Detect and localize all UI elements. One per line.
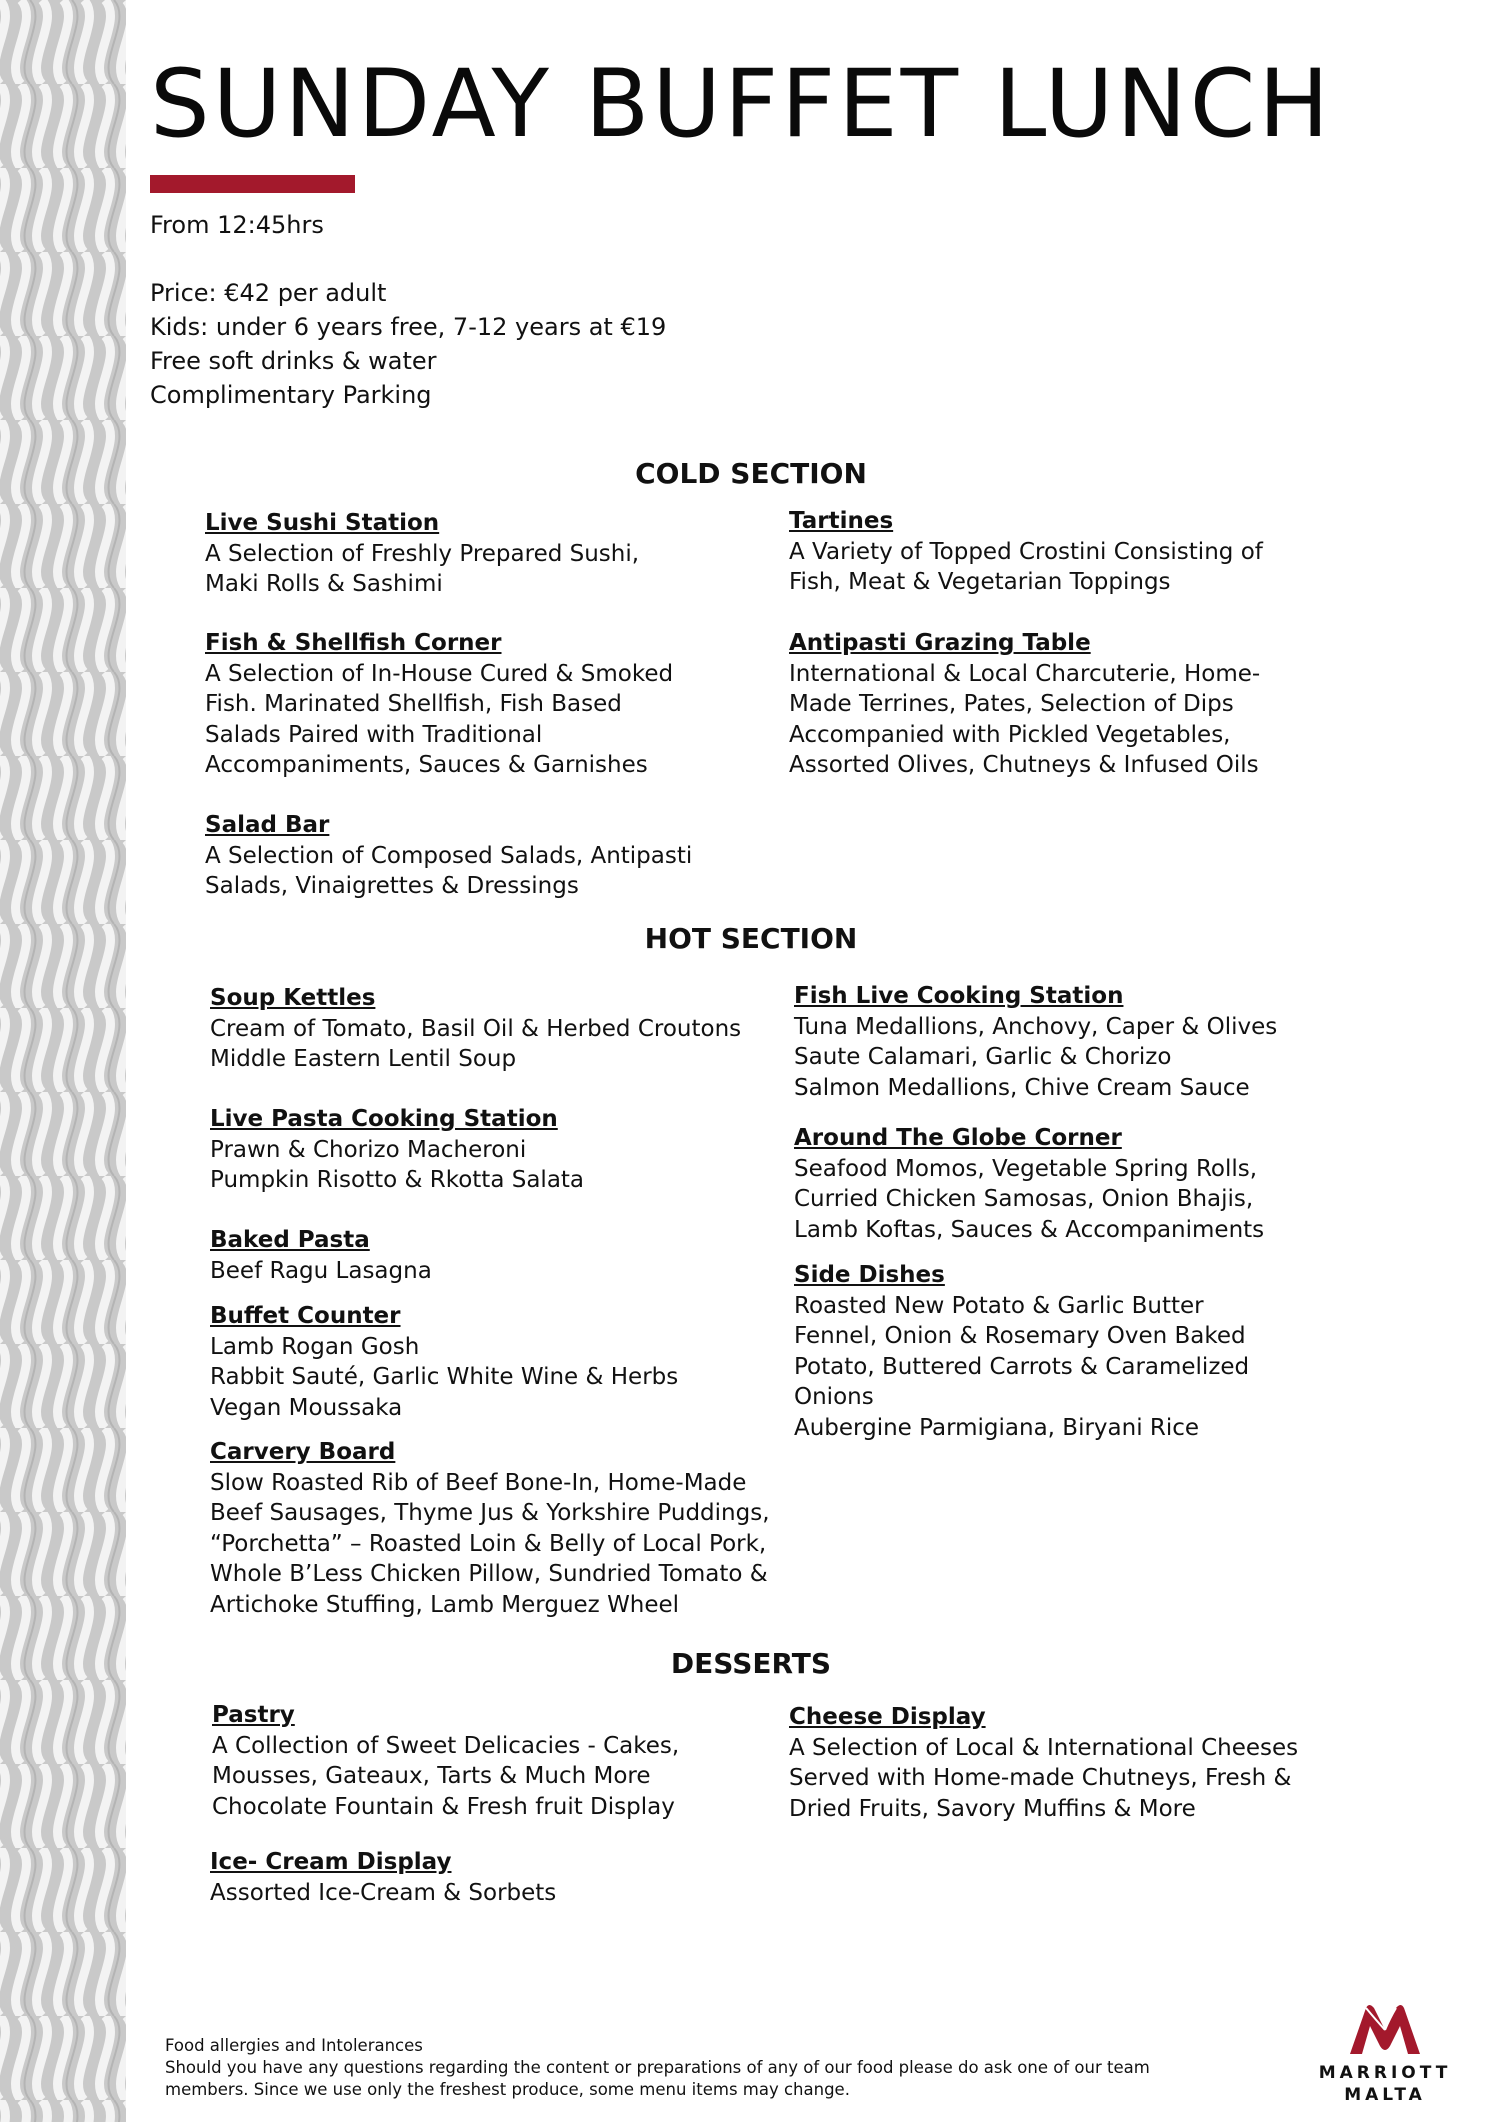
menu-line: Rabbit Sauté, Garlic White Wine & Herbs xyxy=(210,1364,679,1390)
menu-line: Cream of Tomato, Basil Oil & Herbed Croutons xyxy=(210,1015,742,1042)
menu-line: A Collection of Sweet Delicacies - Cakes, xyxy=(212,1732,680,1759)
menu-block-heading: Soup Kettles xyxy=(210,985,376,1011)
menu-block-pastry xyxy=(212,1700,679,1822)
menu-line: Whole B’Less Chicken Pillow, Sundried Tomato & xyxy=(210,1561,768,1587)
adult-price: Price: €42 per adult xyxy=(150,279,387,307)
menu-block-heading: Live Pasta Cooking Station xyxy=(210,1106,558,1132)
menu-line: Assorted Ice-Cream & Sorbets xyxy=(210,1879,557,1906)
menu-line: Beef Ragu Lasagna xyxy=(210,1257,432,1284)
menu-line: Fish. Marinated Shellfish, Fish Based xyxy=(205,691,622,717)
menu-line: Chocolate Fountain & Fresh fruit Display xyxy=(212,1793,675,1820)
allergy-text: Should you have any questions regarding the content or preparations of any of our food please do ask one of our team xyxy=(165,2058,1150,2077)
accent-bar xyxy=(150,175,355,193)
logo-text-marriott: MARRIOTT xyxy=(1318,2063,1452,2083)
allergy-text: members. Since we use only the freshest produce, some menu items may change. xyxy=(165,2080,850,2099)
menu-line: Assorted Olives, Chutneys & Infused Oils xyxy=(789,752,1259,778)
menu-line: Vegan Moussaka xyxy=(210,1394,403,1421)
menu-block-fish-shellfish xyxy=(205,628,673,781)
wave-pattern-icon xyxy=(0,0,126,2122)
menu-line: Salmon Medallions, Chive Cream Sauce xyxy=(794,1074,1250,1101)
menu-line: Mousses, Gateaux, Tarts & Much More xyxy=(212,1763,651,1789)
menu-line: Salads, Vinaigrettes & Dressings xyxy=(205,873,579,899)
menu-line: Dried Fruits, Savory Muffins & More xyxy=(789,1795,1196,1822)
menu-block-heading: Antipasti Grazing Table xyxy=(789,630,1091,656)
menu-block-heading: Side Dishes xyxy=(794,1262,945,1288)
menu-block-ice-cream xyxy=(210,1847,556,1908)
menu-line: Accompaniments, Sauces & Garnishes xyxy=(205,752,648,778)
menu-block-soup xyxy=(210,983,741,1075)
menu-block-heading: Ice- Cream Display xyxy=(210,1849,452,1875)
menu-line: A Selection of Freshly Prepared Sushi, xyxy=(205,540,640,567)
intro-info xyxy=(150,208,666,412)
menu-line: Maki Rolls & Sashimi xyxy=(205,571,443,597)
marriott-logo xyxy=(1310,2000,1460,2106)
menu-line: Seafood Momos, Vegetable Spring Rolls, xyxy=(794,1155,1258,1182)
menu-line: Potato, Buttered Carrots & Caramelized xyxy=(794,1353,1250,1380)
menu-block-fish-live xyxy=(794,981,1277,1103)
menu-block-around-globe xyxy=(794,1123,1264,1245)
menu-block-tartines xyxy=(789,506,1263,598)
menu-block-baked-pasta xyxy=(210,1225,432,1286)
menu-block-carvery xyxy=(210,1437,770,1620)
menu-line: Lamb Rogan Gosh xyxy=(210,1333,420,1360)
menu-line: Made Terrines, Pates, Selection of Dips xyxy=(789,691,1234,717)
menu-line: Lamb Koftas, Sauces & Accompaniments xyxy=(794,1216,1265,1243)
desserts-section-title: DESSERTS xyxy=(670,1647,832,1680)
menu-block-buffet-counter xyxy=(210,1301,678,1423)
menu-block-heading: Salad Bar xyxy=(205,812,330,838)
menu-line: Served with Home-made Chutneys, Fresh & xyxy=(789,1765,1292,1791)
menu-block-cheese xyxy=(789,1702,1298,1824)
menu-block-heading: Live Sushi Station xyxy=(205,510,440,536)
menu-line: Salads Paired with Traditional xyxy=(205,721,543,748)
menu-line: A Variety of Topped Crostini Consisting of xyxy=(789,538,1263,565)
menu-line: Tuna Medallions, Anchovy, Caper & Olives xyxy=(794,1013,1278,1040)
menu-block-heading: Tartines xyxy=(789,508,894,534)
menu-block-live-pasta xyxy=(210,1104,584,1196)
menu-line: International & Local Charcuterie, Home- xyxy=(789,660,1261,687)
menu-block-heading: Buffet Counter xyxy=(210,1303,401,1329)
menu-line: Slow Roasted Rib of Beef Bone-In, Home-Made xyxy=(210,1469,747,1496)
serving-time: From 12:45hrs xyxy=(150,211,324,239)
menu-line: “Porchetta” – Roasted Loin & Belly of Local Pork, xyxy=(210,1530,767,1557)
menu-line: A Selection of Local & International Cheeses xyxy=(789,1734,1299,1761)
menu-line: Accompanied with Pickled Vegetables, xyxy=(789,721,1231,748)
menu-line: Fish, Meat & Vegetarian Toppings xyxy=(789,569,1171,595)
menu-block-heading: Around The Globe Corner xyxy=(794,1125,1122,1151)
menu-line: Artichoke Stuffing, Lamb Merguez Wheel xyxy=(210,1591,680,1618)
allergy-notice xyxy=(165,2035,1150,2101)
menu-block-side-dishes xyxy=(794,1260,1249,1443)
cold-section-title: COLD SECTION xyxy=(635,457,867,490)
menu-line: Middle Eastern Lentil Soup xyxy=(210,1046,517,1072)
hot-section-title: HOT SECTION xyxy=(644,922,858,955)
kids-price: Kids: under 6 years free, 7-12 years at €19 xyxy=(150,313,667,341)
menu-block-heading: Fish Live Cooking Station xyxy=(794,983,1124,1009)
menu-block-heading: Baked Pasta xyxy=(210,1227,370,1253)
menu-line: Beef Sausages, Thyme Jus & Yorkshire Puddings, xyxy=(210,1500,770,1526)
menu-block-heading: Cheese Display xyxy=(789,1704,986,1730)
logo-text-malta: MALTA xyxy=(1344,2085,1426,2105)
menu-line: Aubergine Parmigiana, Biryani Rice xyxy=(794,1414,1200,1441)
menu-line: Prawn & Chorizo Macheroni xyxy=(210,1136,527,1163)
menu-block-sushi xyxy=(205,508,639,600)
menu-line: Fennel, Onion & Rosemary Oven Baked xyxy=(794,1323,1246,1349)
menu-line: Curried Chicken Samosas, Onion Bhajis, xyxy=(794,1186,1254,1212)
marriott-m-icon xyxy=(1346,2000,1424,2058)
menu-line: A Selection of In-House Cured & Smoked xyxy=(205,660,674,687)
menu-line: Saute Calamari, Garlic & Chorizo xyxy=(794,1044,1172,1070)
menu-block-heading: Fish & Shellfish Corner xyxy=(205,630,502,656)
menu-line: A Selection of Composed Salads, Antipasti xyxy=(205,842,693,869)
menu-block-antipasti xyxy=(789,628,1260,781)
drinks-info: Free soft drinks & water xyxy=(150,347,437,375)
allergy-heading: Food allergies and Intolerances xyxy=(165,2036,423,2055)
decorative-side-pattern xyxy=(0,0,126,2122)
menu-line: Onions xyxy=(794,1384,874,1410)
menu-line: Roasted New Potato & Garlic Butter xyxy=(794,1292,1204,1319)
parking-info: Complimentary Parking xyxy=(150,381,432,409)
menu-block-heading: Carvery Board xyxy=(210,1439,396,1465)
menu-line: Pumpkin Risotto & Rkotta Salata xyxy=(210,1167,585,1193)
page-title: SUNDAY BUFFET LUNCH xyxy=(150,50,1333,159)
menu-block-salad-bar xyxy=(205,810,692,902)
menu-block-heading: Pastry xyxy=(212,1702,295,1728)
